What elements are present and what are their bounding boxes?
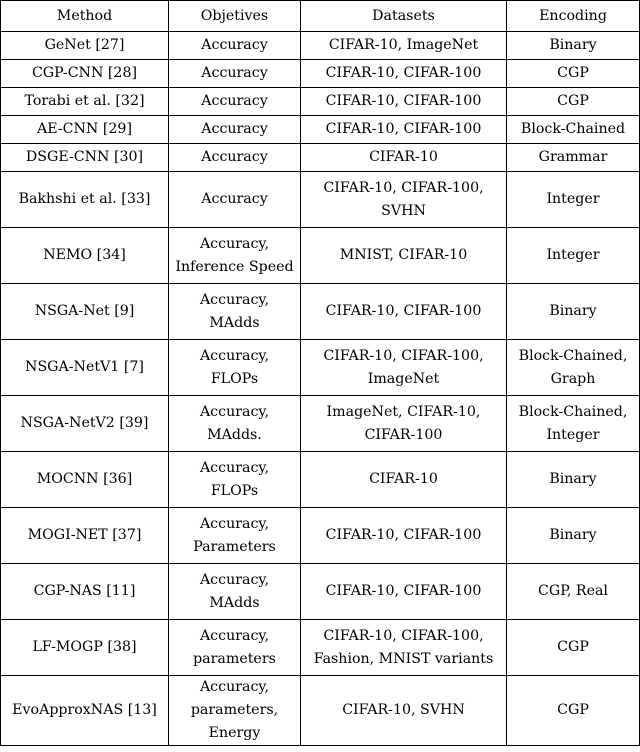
encoding-cell-line: Block-Chained,: [518, 347, 628, 364]
table-row: [1, 228, 640, 284]
datasets-cell-line: CIFAR-10: [369, 149, 438, 165]
datasets-cell-line: CIFAR-10, ImageNet: [328, 37, 479, 53]
datasets-cell: [301, 60, 507, 88]
objectives-cell: [169, 32, 301, 60]
datasets-cell: [301, 228, 507, 284]
table-row: [1, 620, 640, 676]
encoding-cell: [507, 172, 640, 228]
objectives-cell: [169, 340, 301, 396]
objectives-cell-line: MAdds.: [207, 426, 262, 443]
encoding-cell: [507, 284, 640, 340]
table-row: [1, 32, 640, 60]
datasets-cell-line: CIFAR-10, CIFAR-100: [325, 583, 482, 599]
objectives-cell: [169, 620, 301, 676]
header-objectives: Objetives: [169, 1, 301, 32]
table-row: [1, 116, 640, 144]
encoding-cell: [507, 340, 640, 396]
method-cell: CGP-NAS [11]: [1, 564, 169, 620]
datasets-cell-line: CIFAR-10, CIFAR-100: [325, 121, 482, 137]
encoding-cell: [507, 228, 640, 284]
objectives-cell: [169, 676, 301, 746]
method-cell: MOGI-NET [37]: [1, 508, 169, 564]
encoding-cell: [507, 564, 640, 620]
datasets-cell: [301, 508, 507, 564]
encoding-cell: [507, 88, 640, 116]
datasets-cell: [301, 284, 507, 340]
datasets-cell-line: CIFAR-10: [369, 471, 438, 487]
datasets-cell-line: MNIST, CIFAR-10: [339, 247, 468, 263]
datasets-cell-line: CIFAR-10, SVHN: [342, 702, 465, 718]
encoding-cell: [507, 676, 640, 746]
encoding-cell-line: Binary: [549, 527, 597, 543]
objectives-cell: [169, 144, 301, 172]
encoding-cell-line: Binary: [549, 37, 597, 53]
encoding-cell: [507, 32, 640, 60]
objectives-cell-line: Accuracy: [201, 37, 268, 53]
encoding-cell-line: CGP: [557, 639, 589, 655]
objectives-cell-line: Accuracy,: [199, 627, 270, 644]
datasets-cell: [301, 340, 507, 396]
encoding-cell-line: Binary: [549, 303, 597, 319]
table-row: [1, 508, 640, 564]
objectives-cell-line: Accuracy: [201, 191, 268, 207]
encoding-cell-line: Integer: [546, 247, 600, 263]
objectives-cell: [169, 564, 301, 620]
objectives-cell: [169, 116, 301, 144]
objectives-cell: [169, 172, 301, 228]
table-row: [1, 172, 640, 228]
objectives-cell: [169, 228, 301, 284]
datasets-cell: [301, 88, 507, 116]
encoding-cell-line: CGP: [557, 702, 589, 718]
datasets-cell-line: CIFAR-100: [364, 426, 443, 443]
table-row: [1, 340, 640, 396]
objectives-cell-line: parameters,: [190, 702, 279, 718]
encoding-cell-line: Block-Chained: [520, 121, 626, 137]
objectives-cell-line: Accuracy,: [199, 403, 270, 420]
table-row: [1, 60, 640, 88]
table-row: [1, 88, 640, 116]
header-method: Method: [1, 1, 169, 32]
encoding-cell-line: CGP, Real: [538, 583, 608, 599]
objectives-cell-line: Accuracy,: [199, 679, 270, 695]
encoding-cell: [507, 508, 640, 564]
datasets-cell: [301, 452, 507, 508]
encoding-cell-line: Integer: [546, 426, 600, 443]
method-cell: AE-CNN [29]: [1, 116, 169, 144]
datasets-cell-line: ImageNet: [367, 370, 440, 387]
datasets-cell-line: CIFAR-10, CIFAR-100: [325, 303, 482, 319]
objectives-cell-line: Accuracy: [201, 149, 268, 165]
objectives-cell-line: Inference Speed: [175, 258, 294, 275]
encoding-cell: [507, 620, 640, 676]
objectives-cell-line: Energy: [208, 725, 261, 741]
objectives-cell-line: Parameters: [193, 538, 276, 555]
table-row: [1, 284, 640, 340]
method-cell: NSGA-NetV2 [39]: [1, 396, 169, 452]
encoding-cell: [507, 396, 640, 452]
datasets-cell: [301, 620, 507, 676]
encoding-cell-line: Grammar: [538, 149, 608, 165]
method-cell: NSGA-Net [9]: [1, 284, 169, 340]
header-datasets: Datasets: [301, 1, 507, 32]
encoding-cell: [507, 60, 640, 88]
method-cell: NSGA-NetV1 [7]: [1, 340, 169, 396]
objectives-cell-line: parameters: [193, 650, 276, 667]
encoding-cell: [507, 144, 640, 172]
objectives-cell: [169, 60, 301, 88]
datasets-cell: [301, 172, 507, 228]
objectives-cell: [169, 452, 301, 508]
method-cell: EvoApproxNAS [13]: [1, 676, 169, 746]
datasets-cell: [301, 676, 507, 746]
objectives-cell-line: FLOPs: [210, 482, 259, 499]
objectives-cell-line: Accuracy,: [199, 291, 270, 308]
objectives-cell: [169, 88, 301, 116]
datasets-cell: [301, 144, 507, 172]
objectives-cell-line: Accuracy,: [199, 515, 270, 532]
method-cell: Bakhshi et al. [33]: [1, 172, 169, 228]
objectives-cell-line: Accuracy,: [199, 459, 270, 476]
objectives-cell-line: Accuracy: [201, 93, 268, 109]
table-row: [1, 452, 640, 508]
encoding-cell-line: Integer: [546, 191, 600, 207]
encoding-cell-line: CGP: [557, 65, 589, 81]
objectives-cell-line: FLOPs: [210, 370, 259, 387]
datasets-cell: [301, 564, 507, 620]
datasets-cell-line: CIFAR-10, CIFAR-100: [325, 65, 482, 81]
header-row: [1, 1, 640, 32]
method-cell: DSGE-CNN [30]: [1, 144, 169, 172]
encoding-cell: [507, 452, 640, 508]
method-cell: NEMO [34]: [1, 228, 169, 284]
objectives-cell: [169, 284, 301, 340]
objectives-cell-line: Accuracy,: [199, 347, 270, 364]
method-cell: LF-MOGP [38]: [1, 620, 169, 676]
datasets-cell-line: Fashion, MNIST variants: [313, 650, 494, 667]
method-cell: GeNet [27]: [1, 32, 169, 60]
encoding-cell-line: Graph: [550, 370, 596, 387]
objectives-cell: [169, 396, 301, 452]
encoding-cell-line: Binary: [549, 471, 597, 487]
datasets-cell-line: CIFAR-10, CIFAR-100,: [323, 179, 484, 196]
datasets-cell-line: CIFAR-10, CIFAR-100: [325, 527, 482, 543]
objectives-cell-line: Accuracy,: [199, 571, 270, 588]
objectives-cell-line: MAdds: [209, 594, 260, 611]
table-row: [1, 564, 640, 620]
encoding-cell-line: CGP: [557, 93, 589, 109]
datasets-cell-line: CIFAR-10, CIFAR-100,: [323, 347, 484, 364]
datasets-cell-line: CIFAR-10, CIFAR-100,: [323, 627, 484, 644]
table-row: [1, 144, 640, 172]
datasets-cell: [301, 396, 507, 452]
objectives-cell-line: Accuracy: [201, 65, 268, 81]
table-row: [1, 396, 640, 452]
datasets-cell: [301, 32, 507, 60]
method-cell: MOCNN [36]: [1, 452, 169, 508]
method-cell: Torabi et al. [32]: [1, 88, 169, 116]
table-body: [1, 32, 640, 746]
datasets-cell: [301, 116, 507, 144]
datasets-cell-line: CIFAR-10, CIFAR-100: [325, 93, 482, 109]
objectives-cell-line: MAdds: [209, 314, 260, 331]
method-cell: CGP-CNN [28]: [1, 60, 169, 88]
objectives-cell: [169, 508, 301, 564]
objectives-cell-line: Accuracy,: [199, 235, 270, 252]
datasets-cell-line: ImageNet, CIFAR-10,: [326, 403, 481, 420]
encoding-cell: [507, 116, 640, 144]
table-row: [1, 676, 640, 746]
datasets-cell-line: SVHN: [381, 202, 426, 219]
encoding-cell-line: Block-Chained,: [518, 403, 628, 420]
objectives-cell-line: Accuracy: [201, 121, 268, 137]
header-encoding: Encoding: [507, 1, 640, 32]
